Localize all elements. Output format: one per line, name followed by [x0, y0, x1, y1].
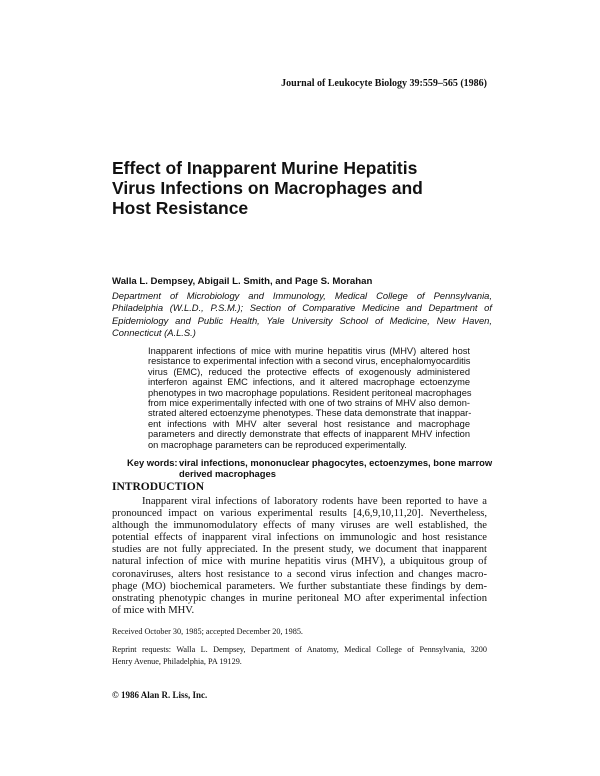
- keywords-label: Key words:: [127, 457, 178, 468]
- keywords-text: derived macrophages: [179, 468, 276, 479]
- reprint-line: Reprint requests: Walla L. Dempsey, Department of Anatomy, Medical College of Pennsylvania, 3200: [112, 645, 487, 654]
- abstract: [148, 346, 470, 450]
- abstract-line: ent infections with MHV alter several host resistance and macrophage: [148, 418, 470, 429]
- abstract-line: resistance to experimental infection with a second virus, encephalomyocarditis: [148, 356, 471, 367]
- abstract-line: Inapparent infections of mice with murine hepatitis virus (MHV) altered host: [148, 346, 470, 356]
- affiliation-line: Department of Microbiology and Immunology, Medical College of Pennsylvania,: [112, 290, 492, 301]
- keywords: [127, 457, 493, 479]
- body-line: onstrating phenotypic changes in murine peritoneal MO after experimental infection: [112, 592, 487, 604]
- affiliation-line: Philadelphia (W.L.D., P.S.M.); Section of Comparative Medicine and Department of: [112, 302, 492, 314]
- body-line: coronaviruses, alters host resistance to a second virus infection and changes macro-: [112, 568, 487, 580]
- title-line: Effect of Inapparent Murine Hepatitis: [112, 158, 418, 178]
- affiliation-line: Epidemiology and Public Health, Yale University School of Medicine, New Haven,: [112, 314, 492, 326]
- abstract-line: from mice experimentally infected with one of two strains of MHV also demon-: [148, 398, 470, 409]
- body-line: Inapparent viral infections of laboratory rodents have been reported to have a: [142, 496, 487, 507]
- abstract-line: on macrophage parameters can be reproduced experimentally.: [148, 439, 407, 450]
- abstract-line: interferon against EMC infections, and it altered macrophage ectoenzyme: [148, 377, 470, 388]
- journal-citation: Journal of Leukocyte Biology 39:559–565 (1986): [281, 78, 487, 89]
- affiliations: [112, 290, 492, 339]
- body-line: pronounced impact on various experimental results [4,6,9,10,11,20]. Nevertheless,: [112, 508, 487, 520]
- body-line: studies are not fully appreciated. In the present study, we document that inapparent: [112, 544, 487, 556]
- abstract-line: virus (EMC), reduced the protective effects of exogenously administered: [148, 366, 470, 377]
- introduction-paragraph: [112, 496, 487, 617]
- abstract-line: phenotypes in two macrophage populations. Resident peritoneal macrophages: [148, 387, 472, 398]
- abstract-line: parameters and directly demonstrate that effects of inapparent MHV infection: [148, 429, 470, 440]
- copyright: © 1986 Alan R. Liss, Inc.: [112, 690, 208, 700]
- article-title: [112, 158, 512, 218]
- body-line: phage (MO) biochemical parameters. We further substantiate these findings by dem-: [112, 580, 487, 592]
- body-line: although the immunomodulatory effects of many viruses are well established, the: [112, 520, 487, 532]
- body-line: potential effects of inapparent viral infections on immunologic and host resistance: [112, 532, 487, 544]
- body-line: of mice with MHV.: [112, 604, 195, 616]
- title-line: Host Resistance: [112, 198, 249, 218]
- abstract-line: strated altered ectoenzyme phenotypes. These data demonstrate that inappar-: [148, 408, 472, 419]
- body-line: natural infection of mice with murine hepatitis virus (MHV), a ubiquitous group of: [112, 556, 487, 568]
- affiliation-line: Connecticut (A.L.S.): [112, 326, 196, 338]
- authors: Walla L. Dempsey, Abigail L. Smith, and Page S. Morahan: [112, 276, 373, 287]
- reprint-requests: [112, 644, 487, 668]
- section-heading-introduction: INTRODUCTION: [112, 481, 205, 493]
- received-dates: Received October 30, 1985; accepted December 20, 1985.: [112, 627, 303, 636]
- reprint-line: Henry Avenue, Philadelphia, PA 19129.: [112, 657, 242, 666]
- keywords-text: viral infections, mononuclear phagocytes, ectoenzymes, bone marrow: [179, 457, 493, 468]
- title-line: Virus Infections on Macrophages and: [112, 178, 423, 198]
